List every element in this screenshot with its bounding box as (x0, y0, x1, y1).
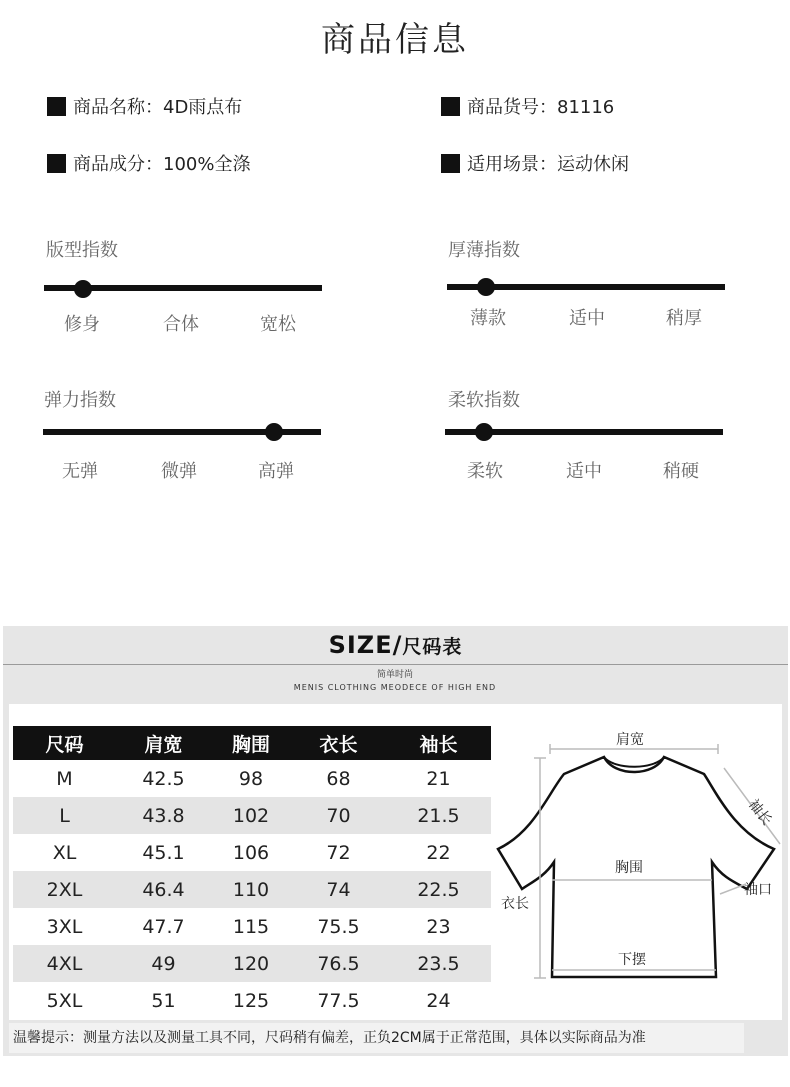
table-cell: 102 (211, 797, 291, 834)
index-label-elasticity: 弹力指数 (44, 390, 116, 411)
diagram-label-chest: 胸围 (615, 860, 643, 876)
table-cell: 43.8 (116, 797, 211, 834)
table-cell: 22.5 (386, 871, 491, 908)
diagram-label-cuff: 袖口 (744, 882, 772, 898)
table-cell: 2XL (13, 871, 116, 908)
table-cell: 51 (151, 989, 176, 1012)
table-cell: 74 (291, 871, 386, 908)
diagram-label-sleeve: 袖长 (744, 796, 775, 829)
column-header: 胸围 (211, 726, 291, 760)
index-tick: 薄款 (470, 308, 506, 329)
section-title: 商品信息 (321, 20, 469, 60)
table-row (13, 982, 491, 1019)
table-cell: 46.4 (116, 871, 211, 908)
table-cell: 4XL (13, 945, 116, 982)
table-cell: 5XL (46, 989, 83, 1012)
table-row (13, 760, 491, 797)
diagram-label-hem: 下摆 (618, 952, 646, 968)
attribute-name (47, 94, 242, 118)
bullet-square-icon (47, 154, 66, 173)
attribute-item-number (441, 94, 614, 118)
table-cell: 70 (291, 797, 386, 834)
index-tick: 宽松 (260, 314, 296, 335)
table-cell: 76.5 (291, 945, 386, 982)
table-cell: 72 (326, 841, 351, 864)
index-tick: 稍厚 (666, 308, 702, 329)
table-row (13, 797, 491, 834)
column-header: 衣长 (291, 726, 386, 760)
table-cell: 21.5 (386, 797, 491, 834)
diagram-label-length: 衣长 (501, 896, 529, 912)
table-row (13, 945, 491, 982)
index-label-fit: 版型指数 (46, 240, 118, 261)
column-header: 肩宽 (116, 726, 211, 760)
index-marker-elasticity (265, 423, 283, 441)
measurement-tip: 温馨提示：测量方法以及测量工具不同，尺码稍有偏差，正负2CM属于正常范围，具体以实际商品为准 (9, 1023, 744, 1053)
table-cell: 22 (426, 841, 451, 864)
size-subtitle-cn: 简单时尚 (376, 670, 413, 680)
table-cell: 98 (238, 767, 264, 790)
index-label-thickness: 厚薄指数 (448, 240, 520, 261)
bullet-square-icon (441, 154, 460, 173)
table-cell: 24 (426, 989, 451, 1012)
table-cell: 106 (232, 841, 270, 864)
size-table-header-row (13, 726, 491, 760)
size-table (13, 726, 491, 1019)
table-cell: 75.5 (317, 915, 360, 938)
table-cell: 49 (116, 945, 211, 982)
index-tick: 柔软 (467, 461, 503, 482)
table-cell: 120 (211, 945, 291, 982)
index-tick: 合体 (163, 314, 199, 335)
tshirt-measurement-diagram (494, 722, 782, 1018)
table-row (13, 834, 491, 871)
table-cell: M (56, 767, 73, 790)
attribute-text: 商品货号：81116 (467, 97, 615, 118)
size-chart-title: SIZE/尺码表 (328, 631, 463, 659)
table-cell: L (13, 797, 116, 834)
table-cell: 42.5 (142, 767, 185, 790)
index-label-softness: 柔软指数 (448, 390, 520, 411)
table-cell: XL (52, 841, 77, 864)
table-cell: 110 (211, 871, 291, 908)
index-marker-softness (475, 423, 493, 441)
table-row (13, 908, 491, 945)
bullet-square-icon (47, 97, 66, 116)
index-tick: 无弹 (62, 461, 98, 482)
attribute-text: 商品名称：4D雨点布 (73, 97, 243, 118)
size-subtitle-en: MENIS CLOTHING MEODECE OF HIGH END (293, 683, 497, 692)
table-cell: 125 (232, 989, 270, 1012)
index-tick: 稍硬 (663, 461, 699, 482)
index-tick: 微弹 (161, 461, 197, 482)
column-header: 尺码 (13, 726, 116, 760)
size-chart-header (3, 626, 788, 665)
table-cell: 77.5 (317, 989, 360, 1012)
index-marker-fit (74, 280, 92, 298)
table-cell: 115 (232, 915, 270, 938)
diagram-label-shoulder: 肩宽 (616, 732, 644, 748)
table-cell: 45.1 (142, 841, 185, 864)
table-cell: 23 (426, 915, 451, 938)
table-cell: 68 (326, 767, 351, 790)
index-tick: 修身 (64, 314, 100, 335)
attribute-scene (441, 151, 629, 175)
attribute-text: 适用场景：运动休闲 (467, 154, 629, 175)
table-cell: 3XL (46, 915, 83, 938)
index-tick: 适中 (569, 308, 605, 329)
index-tick: 高弹 (258, 461, 294, 482)
index-tick: 适中 (566, 461, 602, 482)
bullet-square-icon (441, 97, 460, 116)
table-cell: 21 (426, 767, 451, 790)
table-row (13, 871, 491, 908)
attribute-material (47, 151, 250, 175)
attribute-text: 商品成分：100%全涤 (73, 154, 251, 175)
table-cell: 23.5 (386, 945, 491, 982)
table-cell: 47.7 (142, 915, 185, 938)
index-marker-thickness (477, 278, 495, 296)
column-header: 袖长 (386, 726, 491, 760)
